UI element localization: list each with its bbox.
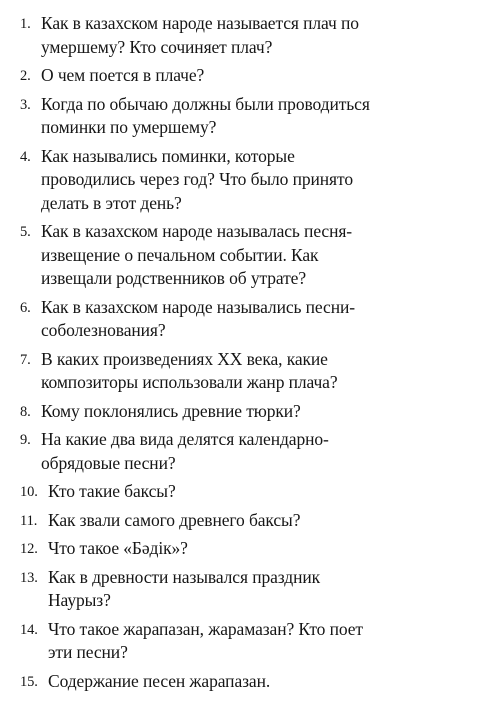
question-text: Как в казахском народе называлась песня- извещение о печальном событии. Как извещали родственников об утрате? [41,221,353,288]
question-item [20,12,480,59]
question-item [20,64,480,88]
question-item [20,93,480,140]
question-number: 12. [20,541,38,557]
question-number: 11. [20,512,38,529]
question-number: 3. [20,96,31,113]
question-item [20,670,480,694]
question-list [20,12,480,698]
question-text: Кому поклонялись древние тюрки? [41,400,301,421]
question-number: 7. [20,351,31,368]
question-text: О чем поется в плаче? [41,65,205,85]
question-text: Что такое «Бәдік»? [48,538,188,558]
question-number: 10. [20,484,38,500]
question-number: 6. [20,299,31,316]
question-number: 4. [20,148,31,165]
question-item [20,537,480,561]
question-number: 5. [20,224,31,240]
question-number: 8. [20,403,31,420]
question-number: 13. [20,569,38,586]
question-item [20,296,480,343]
question-number: 15. [20,673,38,690]
question-item [20,220,480,291]
question-text: Как в древности назывался праздник Наурыз? [48,566,321,610]
question-number: 9. [20,432,31,448]
question-text: Как звали самого древнего баксы? [48,509,301,530]
question-number: 14. [20,621,38,638]
question-item [20,618,480,665]
question-text: Кто такие баксы? [48,481,176,501]
question-text: На какие два вида делятся календарно- обрядовые песни? [41,429,329,473]
question-number: 1. [20,16,31,32]
question-text: Как назывались поминки, которые проводились через год? Что было принято делать в этот день? [41,145,353,213]
question-text: Содержание песен жарапазан. [48,670,271,691]
question-item [20,509,480,533]
question-text: Когда по обычаю должны были проводиться поминки по умершему? [41,93,370,137]
question-text: Как в казахском народе называется плач по умершему? Кто сочиняет плач? [41,13,359,57]
question-text: Как в казахском народе назывались песни- соболезнования? [41,296,355,340]
question-item [20,566,480,613]
question-text: В каких произведениях XX века, какие композиторы использовали жанр плача? [41,348,338,392]
question-item [20,480,480,504]
question-item [20,348,480,395]
question-number: 2. [20,68,31,84]
question-text: Что такое жарапазан, жарамазан? Кто поет эти песни? [48,618,363,662]
question-item [20,145,480,216]
question-item [20,428,480,475]
question-item [20,400,480,424]
